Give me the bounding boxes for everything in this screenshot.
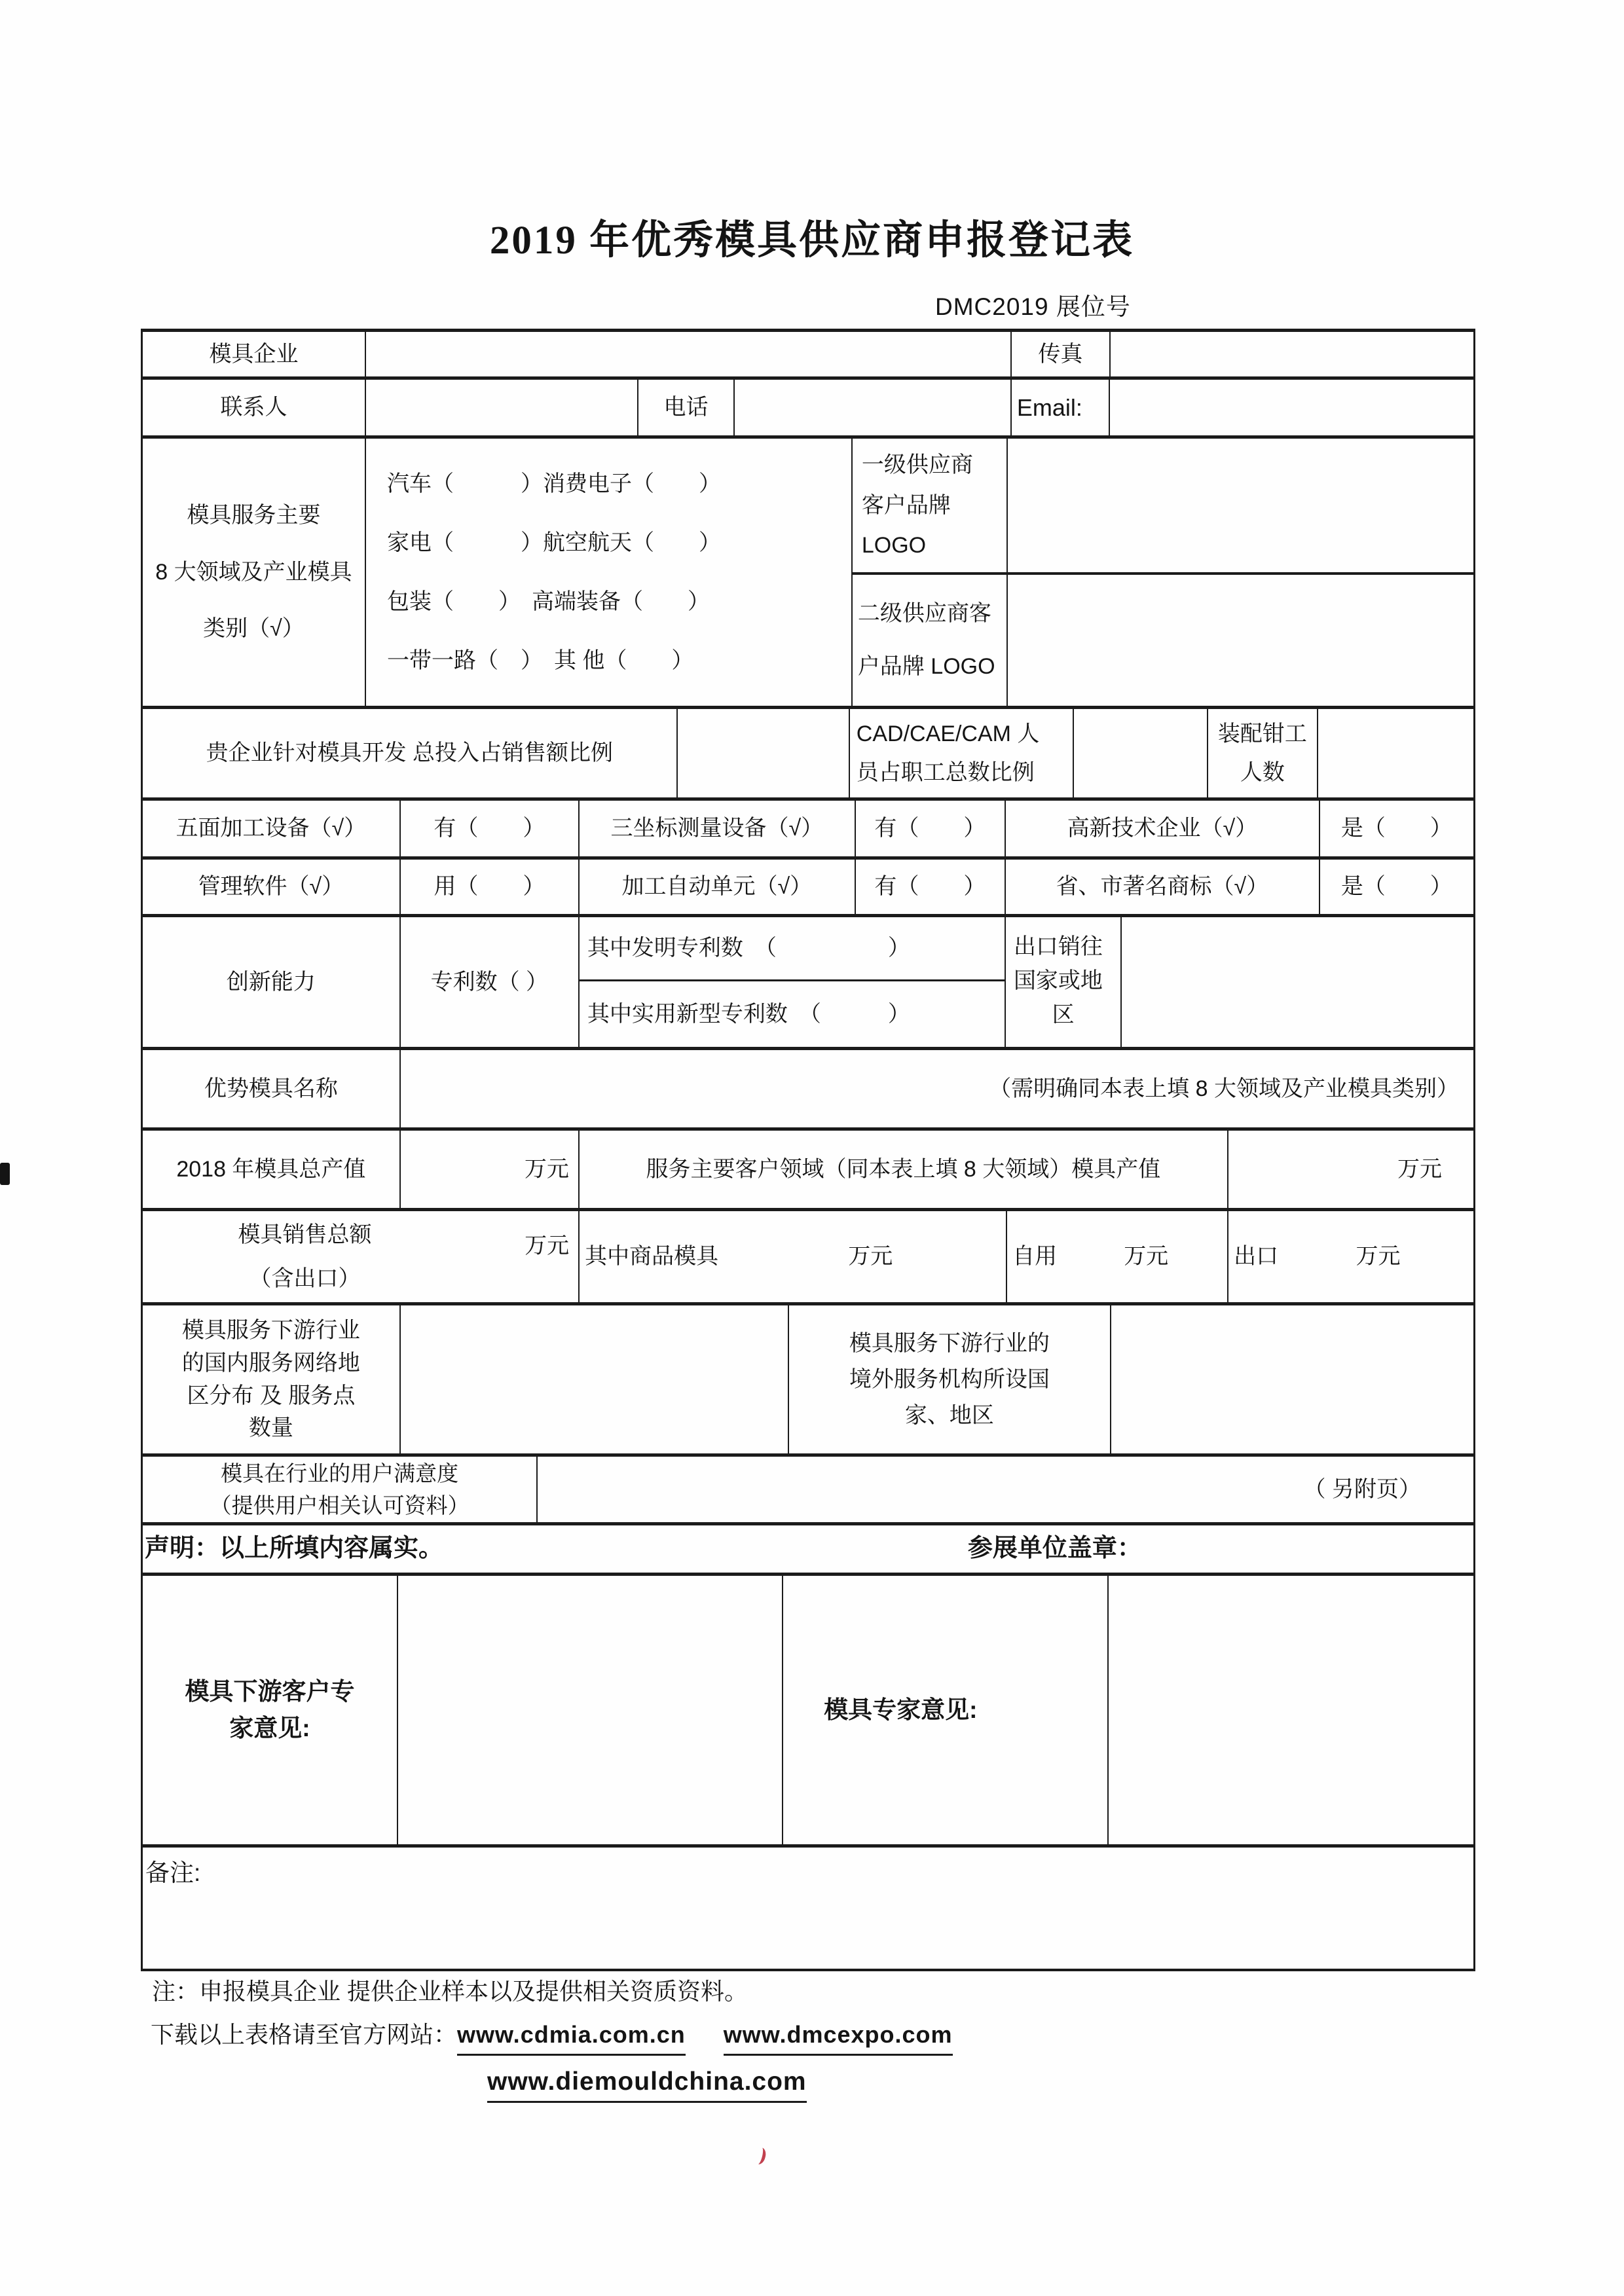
stamp-label: 参展单位盖章： [967, 1535, 1142, 1563]
footer-note: 注：申报模具企业 提供企业样本以及提供相关资质资料。 [152, 1978, 748, 2005]
overseas-network-line1: 模具服务下游行业的 [849, 1330, 1050, 1356]
utility-patent-cell[interactable]: 其中实用新型专利数 （ ） [587, 1001, 910, 1027]
tier1-logo-label-line2: 客户品牌 [861, 492, 951, 518]
domains-label [143, 439, 366, 706]
mgmt-software-answer[interactable]: 用（ ） [401, 860, 580, 914]
declaration-cell [143, 1525, 1473, 1573]
commodity-mold-cell[interactable] [580, 1211, 1007, 1302]
row-advantage [143, 1050, 1473, 1131]
remarks-field[interactable] [143, 1848, 1473, 1969]
auto-unit-label: 加工自动单元（√） [580, 860, 856, 914]
tier1-logo-field[interactable] [1008, 439, 1473, 572]
tier2-logo-label-line2: 户品牌 LOGO [857, 654, 995, 680]
row-innovation [143, 917, 1473, 1050]
row-contact [143, 380, 1473, 439]
booth-number-label: DMC2019 展位号 [935, 293, 1131, 320]
row-output-2018 [143, 1131, 1473, 1211]
row-equipment-1 [143, 801, 1473, 860]
export-dest-line3: 区 [1052, 1002, 1075, 1027]
export-sales-label: 出口 [1234, 1244, 1279, 1269]
declaration-text: 声明：以上所填内容属实。 [145, 1535, 444, 1563]
investment-label: 贵企业针对模具开发 总投入占销售额比例 [143, 709, 678, 797]
downstream-opinion-line2: 家意见: [229, 1715, 310, 1741]
five-face-label: 五面加工设备（√） [143, 801, 401, 856]
self-use-cell[interactable] [1007, 1211, 1228, 1302]
fax-field[interactable] [1111, 332, 1473, 376]
mgmt-software-label: 管理软件（√） [143, 860, 401, 914]
supplier-logo-block [853, 439, 1473, 706]
satisfaction-label-line2: （提供用户相关认可资料） [210, 1493, 470, 1518]
overseas-network-field[interactable] [1111, 1305, 1473, 1453]
expert-opinion-field[interactable] [1109, 1576, 1473, 1844]
cad-ratio-label [850, 709, 1074, 797]
downstream-opinion-line1: 模具下游客户专 [185, 1677, 355, 1705]
cad-ratio-label-line2: 员占职工总数比例 [856, 759, 1035, 785]
export-sales-unit: 万元 [1356, 1244, 1401, 1269]
download-prefix: 下载以上表格请至官方网站： [151, 2021, 458, 2048]
domain-option-line3[interactable]: 包装（ ） 高端装备（ ） [386, 589, 710, 614]
row-remarks [143, 1848, 1473, 1969]
sales-unit: 万元 [525, 1233, 570, 1258]
website-link-cdmia[interactable]: www.cdmia.com.cn [457, 2021, 686, 2056]
domains-label-line2: 8 大领域及产业模具 [155, 559, 352, 585]
commodity-mold-unit: 万元 [848, 1244, 893, 1269]
tier1-logo-label [853, 439, 1008, 572]
row-company [143, 332, 1473, 380]
advantage-label: 优势模具名称 [143, 1050, 401, 1127]
domain-option-line2[interactable]: 家电（ ）航空航天（ ） [386, 530, 721, 555]
overseas-network-label [789, 1305, 1111, 1453]
overseas-network-line3: 家、地区 [904, 1402, 994, 1428]
customer-domain-output-unit: 万元 [1397, 1156, 1442, 1182]
website-link-dmcexpo[interactable]: www.dmcexpo.com [724, 2021, 953, 2056]
patent-detail-block [580, 917, 1006, 1047]
fitter-label-line2: 人数 [1240, 759, 1285, 785]
output-2018-unit: 万元 [524, 1156, 569, 1182]
tier2-logo-label-line1: 二级供应商客 [857, 601, 991, 627]
hightech-answer[interactable]: 是（ ） [1340, 816, 1452, 841]
company-field[interactable] [366, 332, 1012, 376]
overseas-network-line2: 境外服务机构所设国 [849, 1366, 1050, 1392]
investment-field[interactable] [678, 709, 850, 797]
satisfaction-field[interactable] [538, 1457, 1473, 1522]
tier1-logo-row [853, 439, 1473, 575]
domestic-network-line2: 的国内服务网络地 [181, 1350, 360, 1376]
trademark-answer[interactable]: 是（ ） [1340, 874, 1452, 900]
domain-options[interactable] [366, 439, 853, 706]
domestic-network-field[interactable] [401, 1305, 789, 1453]
domestic-network-line1: 模具服务下游行业 [181, 1318, 360, 1343]
advantage-field[interactable] [401, 1050, 1473, 1127]
website-link-diemouldchina[interactable]: www.diemouldchina.com [487, 2068, 807, 2103]
export-dest-line2: 国家或地 [1013, 968, 1103, 993]
innovation-label: 创新能力 [143, 917, 401, 1047]
domain-option-line4[interactable]: 一带一路（ ） 其 他（ ） [386, 647, 694, 673]
cad-ratio-label-line1: CAD/CAE/CAM 人 [856, 721, 1040, 746]
phone-label: 电话 [638, 380, 735, 435]
website-link-diemouldchina-wrap [487, 2068, 807, 2096]
fitter-label-line1: 装配钳工 [1217, 721, 1307, 746]
satisfaction-label [143, 1457, 538, 1522]
auto-unit-answer[interactable]: 有（ ） [856, 860, 1006, 914]
scan-artifact-black [0, 1163, 10, 1185]
row-equipment-2 [143, 860, 1473, 917]
scan-artifact-red [752, 2146, 767, 2165]
fitter-count-label [1208, 709, 1318, 797]
domestic-network-line4: 数量 [248, 1415, 293, 1441]
remarks-label: 备注: [145, 1859, 201, 1886]
hightech-label: 高新技术企业（√） [1006, 801, 1320, 856]
invention-patent-cell[interactable]: 其中发明专利数 （ ） [580, 917, 1005, 981]
trademark-label: 省、市著名商标（√） [1006, 860, 1320, 914]
domains-label-line3: 类别（√） [203, 616, 304, 642]
expert-opinion-label: 模具专家意见: [783, 1576, 1109, 1844]
contact-label: 联系人 [143, 380, 366, 435]
row-declaration [143, 1525, 1473, 1576]
row-sales [143, 1211, 1473, 1305]
email-field[interactable] [1110, 380, 1473, 435]
domestic-network-line3: 区分布 及 服务点 [187, 1383, 356, 1408]
download-line [151, 2016, 953, 2056]
export-dest-field[interactable] [1122, 917, 1473, 1047]
attachment-note: （ 另附页） [1303, 1476, 1421, 1502]
customer-domain-output-cell[interactable] [1228, 1131, 1473, 1208]
output-2018-label: 2018 年模具总产值 [143, 1131, 401, 1208]
row-opinions [143, 1576, 1473, 1848]
email-label: Email: [1012, 380, 1111, 435]
domains-label-line1: 模具服务主要 [187, 503, 321, 528]
fax-label: 传真 [1012, 332, 1111, 376]
row-investment [143, 709, 1473, 801]
tier2-logo-label [853, 575, 1008, 706]
self-use-label: 自用 [1012, 1244, 1058, 1269]
cmm-answer[interactable]: 有（ ） [856, 801, 1006, 856]
row-service-network [143, 1305, 1473, 1457]
company-label: 模具企业 [143, 332, 366, 376]
domain-option-line1[interactable]: 汽车（ ）消费电子（ ） [386, 471, 721, 496]
fitter-count-field[interactable] [1318, 709, 1473, 797]
downstream-opinion-field[interactable] [398, 1576, 783, 1844]
commodity-mold-label: 其中商品模具 [585, 1244, 719, 1269]
tier2-logo-row [853, 575, 1473, 706]
export-dest-line1: 出口销往 [1013, 934, 1103, 959]
downstream-opinion-label [143, 1576, 398, 1844]
tier2-logo-field[interactable] [1008, 575, 1473, 706]
sales-label-line2: （含出口） [249, 1266, 361, 1291]
sales-label-line1: 模具销售总额 [238, 1222, 372, 1247]
contact-field[interactable] [366, 380, 638, 435]
export-sales-cell[interactable] [1228, 1211, 1473, 1302]
row-service-domains [143, 439, 1473, 709]
page-title: 2019 年优秀模具供应商申报登记表 [489, 219, 1135, 263]
domestic-network-label [143, 1305, 401, 1453]
patent-count-cell[interactable]: 专利数（ ） [401, 917, 580, 1047]
cad-ratio-field[interactable] [1074, 709, 1208, 797]
sales-label-cell[interactable] [143, 1211, 580, 1302]
customer-domain-output-label: 服务主要客户领域（同本表上填 8 大领域）模具产值 [580, 1131, 1228, 1208]
phone-field[interactable] [735, 380, 1012, 435]
row-satisfaction [143, 1457, 1473, 1525]
five-face-answer[interactable]: 有（ ） [401, 801, 580, 856]
export-dest-label [1006, 917, 1122, 1047]
self-use-unit: 万元 [1124, 1244, 1169, 1269]
tier1-logo-label-line1: 一级供应商 [861, 452, 973, 478]
form-table [141, 329, 1475, 1971]
satisfaction-label-line1: 模具在行业的用户满意度 [221, 1461, 459, 1485]
output-2018-value-cell[interactable] [401, 1131, 580, 1208]
advantage-note: （需明确同本表上填 8 大领域及产业模具类别） [989, 1076, 1459, 1101]
tier1-logo-label-line3: LOGO [861, 533, 927, 558]
cmm-label: 三坐标测量设备（√） [580, 801, 856, 856]
